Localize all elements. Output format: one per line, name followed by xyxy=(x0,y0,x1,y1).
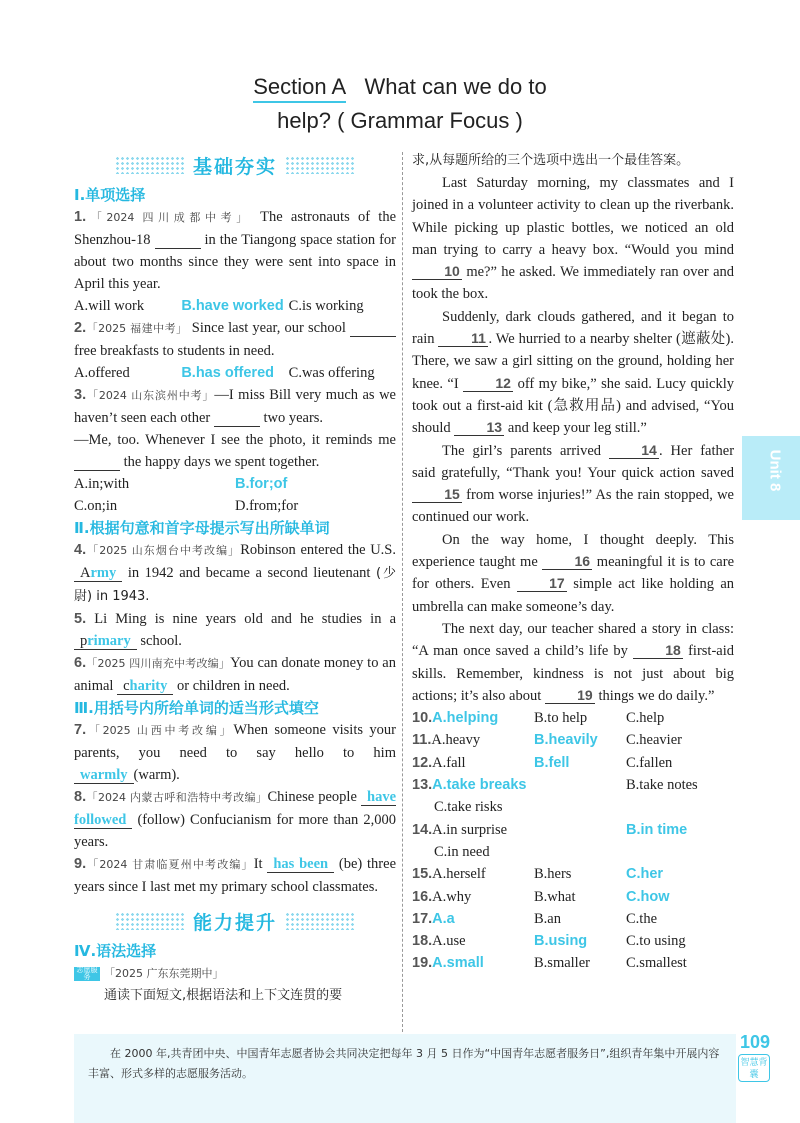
column-divider xyxy=(402,152,403,1032)
option-cell xyxy=(412,952,534,974)
question-source: 「2024 甘肃临夏州中考改编」 xyxy=(86,858,254,871)
question-8 xyxy=(74,786,396,853)
option-cell xyxy=(412,729,534,751)
answer-text: harity xyxy=(129,678,168,694)
question-text: two years. xyxy=(263,410,324,426)
option-a-correct: A.small xyxy=(432,955,484,972)
question-text: (be) three years since I last met my primary school classmates. xyxy=(74,856,396,895)
blank-17: 17 xyxy=(517,575,567,592)
first-letter: c xyxy=(123,678,130,694)
right-column xyxy=(412,150,734,975)
question-text: Since last year, our school xyxy=(191,320,346,336)
option-b-correct: B.heavily xyxy=(534,732,598,749)
question-text: school. xyxy=(140,633,182,649)
option-a-correct: A.a xyxy=(432,910,455,927)
dots-decoration xyxy=(115,912,185,930)
page-title-line2: help? ( Grammar Focus ) xyxy=(277,108,523,133)
question-number: 5. xyxy=(74,611,87,627)
question-source: 「2024 山东滨州中考」 xyxy=(86,389,215,402)
option-row xyxy=(412,707,734,729)
page-number: 109 xyxy=(740,1032,771,1052)
option-a-correct: A.helping xyxy=(432,710,499,727)
passage-text: The girl’s parents arrived xyxy=(442,442,602,459)
blank-10: 10 xyxy=(412,263,462,280)
passage-text: first-aid skills. Remember, kindness is not just about big actions; it’s also about xyxy=(412,643,734,704)
answer-text: warmly xyxy=(74,767,134,784)
wisdom-badge: 智慧背囊 xyxy=(738,1054,770,1082)
question-source: 「2024 内蒙古呼和浩特中考改编」 xyxy=(86,791,268,804)
option-a: A.will work xyxy=(74,298,145,314)
question-number: 4. xyxy=(74,542,87,558)
answer-blank xyxy=(74,454,120,471)
option-c: C.help xyxy=(626,710,665,727)
question-number: 12. xyxy=(412,754,433,771)
volunteer-logo: 志愿服务 xyxy=(74,967,100,981)
option-a: A.why xyxy=(432,888,472,905)
option-c: C.on;in xyxy=(74,498,118,514)
option-b: B.take notes xyxy=(626,777,698,794)
instruction-text: 通读下面短文,根据语法和上下文连贯的要 xyxy=(104,988,343,1003)
question-source: 「2025 山西中考改编」 xyxy=(86,724,234,737)
question-text: Li Ming is nine years old and he studies in a xyxy=(94,611,397,627)
question-text: Robinson entered the U.S. xyxy=(240,542,396,558)
option-b-correct: B.using xyxy=(534,933,588,950)
question-text: (follow) Confucianism for more than 2,000 years. xyxy=(74,812,397,850)
blank-11: 11 xyxy=(438,330,488,347)
first-letter: A xyxy=(80,565,91,581)
passage-paragraph xyxy=(412,529,734,618)
option-b: B.to help xyxy=(534,710,588,727)
passage-text: Last Saturday morning, my classmates and I joined in a volunteer activity to clean up the riverbank. While picking up plastic bottles, we noticed an old man trying to carry a heavy box. “Would you mind xyxy=(412,175,734,258)
question-number: 2. xyxy=(74,320,87,336)
option-b: B.hers xyxy=(534,866,572,883)
option-a: A.in surprise xyxy=(432,821,508,838)
section-heading: Ⅳ.语法选择 xyxy=(74,942,157,960)
option-c-correct: C.how xyxy=(626,888,670,905)
section-heading: Ⅰ.单项选择 xyxy=(74,186,146,204)
option-list xyxy=(412,707,734,975)
answer-blank xyxy=(117,678,173,695)
question-source: 「2025 广东东莞期中」 xyxy=(104,967,224,980)
option-a-correct: A.take breaks xyxy=(432,777,527,794)
answer-text: rmy xyxy=(90,565,117,581)
option-row xyxy=(412,886,734,908)
answer-blank xyxy=(74,565,122,582)
question-source: 「2025 四川南充中考改编」 xyxy=(86,657,231,670)
answer-blank xyxy=(74,633,137,650)
question-4 xyxy=(74,539,396,608)
answer-blank xyxy=(155,232,201,249)
option-c: C.is working xyxy=(288,298,364,314)
passage-text: simple act like holding an umbrella can make someone’s day. xyxy=(412,576,735,615)
options-row xyxy=(74,362,396,384)
options-row xyxy=(74,295,396,317)
page-title-line1 xyxy=(0,74,800,100)
option-c: C.fallen xyxy=(626,754,673,771)
question-number: 17. xyxy=(412,910,433,927)
option-row xyxy=(412,930,734,952)
passage-text: meaningful it is to care for others. Even xyxy=(412,554,735,593)
question-number: 14. xyxy=(412,821,433,838)
question-number: 6. xyxy=(74,655,87,671)
option-a: A.fall xyxy=(432,754,466,771)
option-b: B.smaller xyxy=(534,955,590,972)
blank-15: 15 xyxy=(412,486,462,503)
option-c: C.heavier xyxy=(626,732,682,749)
option-c: C.was offering xyxy=(288,365,375,381)
banner-advanced xyxy=(74,906,396,936)
blank-12: 12 xyxy=(463,375,513,392)
question-number: 3. xyxy=(74,387,87,403)
answer-text: rimary xyxy=(87,633,131,649)
instruction-text: 求,从每题所给的三个选项中选出一个最佳答案。 xyxy=(412,153,690,168)
question-number: 9. xyxy=(74,856,87,872)
options-row xyxy=(74,473,396,495)
blank-14: 14 xyxy=(609,442,659,459)
question-number: 15. xyxy=(412,866,433,883)
question-9 xyxy=(74,853,396,898)
passage-paragraph xyxy=(412,618,734,707)
section-heading: Ⅲ.用括号内所给单词的适当形式填空 xyxy=(74,699,319,717)
option-cell xyxy=(412,707,534,729)
option-cell xyxy=(412,752,534,774)
option-row xyxy=(412,729,734,751)
option-a: A.use xyxy=(432,933,466,950)
question-text: the happy days we spent together. xyxy=(123,454,320,470)
option-a: A.heavy xyxy=(431,732,481,749)
blank-18: 18 xyxy=(633,642,683,659)
option-c-correct: C.her xyxy=(626,866,664,883)
question-text: or children in need. xyxy=(177,678,290,694)
question-3-reply xyxy=(74,429,396,473)
option-cell xyxy=(412,930,534,952)
question-source: 「2024 四川成都中考」 xyxy=(86,211,252,224)
option-c: C.the xyxy=(626,910,658,927)
option-c: C.take risks xyxy=(434,799,503,816)
passage-text: off my bike,” she said. Lucy quickly took out a first-aid kit (急救用品) and advised, “You should xyxy=(412,375,734,437)
option-row xyxy=(412,952,734,974)
passage-text: Suddenly, dark clouds gathered, and it began to rain xyxy=(412,308,734,348)
banner-basic xyxy=(74,150,396,180)
section-label: Section A xyxy=(253,74,346,103)
option-row xyxy=(412,796,734,818)
question-number: 7. xyxy=(74,722,87,738)
option-row xyxy=(412,841,734,863)
option-b-correct: B.in time xyxy=(626,821,688,838)
option-cell xyxy=(412,774,534,796)
answer-text: have followed xyxy=(74,789,396,828)
passage-text: things we do daily.” xyxy=(598,687,715,704)
question-text: Chinese people xyxy=(267,789,357,805)
passage-text: me?” he asked. We immediately ran over and took the box. xyxy=(412,264,734,303)
left-column xyxy=(74,150,396,1007)
question-number: 8. xyxy=(74,789,87,805)
question-text: —I miss Bill very much as we haven’t seen each other xyxy=(74,387,396,426)
question-7 xyxy=(74,719,396,786)
question-number: 1. xyxy=(74,209,87,225)
option-cell xyxy=(412,908,534,930)
question-number: 18. xyxy=(412,933,433,950)
option-b: B.what xyxy=(534,888,576,905)
option-b-correct: B.fell xyxy=(534,754,570,771)
banner-title: 基础夯实 xyxy=(192,155,277,178)
question-text: The astronauts of the Shenzhou-18 xyxy=(74,209,397,248)
question-source: 「2025 山东烟台中考改编」 xyxy=(86,544,241,557)
unit-tab xyxy=(742,436,800,520)
first-letter: p xyxy=(80,633,88,649)
question-text: You can donate money to an animal xyxy=(74,655,396,694)
passage-paragraph xyxy=(412,172,734,306)
option-cell xyxy=(412,863,534,885)
option-b-correct: B.has offered xyxy=(181,365,274,381)
option-a: A.in;with xyxy=(74,476,130,492)
option-b: B.an xyxy=(534,910,561,927)
passage-text: The next day, our teacher shared a story in class: “A man once saved a child’s life by xyxy=(412,620,734,660)
blank-13: 13 xyxy=(454,419,504,436)
options-row xyxy=(74,495,396,517)
question-text: free breakfasts to students in need. xyxy=(74,343,275,359)
option-row xyxy=(412,908,734,930)
answer-blank xyxy=(214,410,260,427)
option-b-correct: B.for;of xyxy=(235,476,288,492)
option-cell xyxy=(412,819,534,841)
question-3 xyxy=(74,384,396,429)
question-source: 「2025 福建中考」 xyxy=(86,322,188,335)
section-4-source xyxy=(74,962,396,985)
blank-16: 16 xyxy=(542,553,592,570)
option-c: C.in need xyxy=(434,843,490,860)
blank-19: 19 xyxy=(545,687,595,704)
option-a: A.herself xyxy=(432,866,486,883)
question-text: When someone visits your parents, you need to say hello to him xyxy=(74,722,396,761)
question-2 xyxy=(74,317,396,362)
option-row xyxy=(412,819,734,841)
answer-blank xyxy=(350,320,396,337)
passage-paragraph xyxy=(412,440,734,529)
option-c: C.smallest xyxy=(626,955,687,972)
option-a: A.offered xyxy=(74,365,130,381)
passage-text: from worse injuries!” As the rain stopped, we continued our work. xyxy=(412,487,734,526)
option-cell xyxy=(412,886,534,908)
question-number: 16. xyxy=(412,888,433,905)
passage-text: . We hurried to a nearby shelter (遮蔽处). There, we saw a girl sitting on the ground, holding her knee. “I xyxy=(412,331,735,392)
question-text: in the Tiangong space station for about two months since they were sent into space in April this year. xyxy=(74,232,397,292)
question-text: (warm). xyxy=(133,767,180,783)
question-number: 10. xyxy=(412,710,433,727)
question-text: in 1942 and became a second lieutenant xyxy=(127,565,371,581)
passage-text: . Her father said gratefully, “Thank you! Your quick action saved xyxy=(412,442,735,481)
passage-text: and keep your leg still.” xyxy=(507,420,647,437)
option-c: C.to using xyxy=(626,933,686,950)
banner-title: 能力提升 xyxy=(192,911,277,934)
question-text: (少尉) in 1943. xyxy=(74,566,397,604)
question-number: 19. xyxy=(412,955,433,972)
unit-label: Unit 8 xyxy=(766,449,784,492)
option-d: D.from;for xyxy=(235,498,299,514)
section-heading: Ⅱ.根据句意和首字母提示写出所缺单词 xyxy=(74,519,330,537)
option-row xyxy=(412,774,734,796)
option-row xyxy=(412,863,734,885)
answer-text: has been xyxy=(267,856,334,873)
question-text: —Me, too. Whenever I see the photo, it reminds me xyxy=(74,432,396,448)
passage-paragraph xyxy=(412,306,734,440)
question-6 xyxy=(74,652,396,697)
question-1 xyxy=(74,206,396,295)
dots-decoration xyxy=(115,156,185,174)
question-5 xyxy=(74,608,396,652)
title-text: What can we do to xyxy=(364,74,547,99)
dots-decoration xyxy=(285,156,355,174)
option-row xyxy=(412,752,734,774)
question-text: It xyxy=(253,856,263,872)
passage-text: On the way home, I thought deeply. This experience taught me xyxy=(412,531,734,571)
footer-note: 在 2000 年,共青团中央、中国青年志愿者协会共同决定把每年 3 月 5 日作为“中国青年志愿者服务日”,组织青年集中开展内容丰富、形式多样的志愿服务活动。 xyxy=(74,1034,736,1123)
option-b-correct: B.have worked xyxy=(181,298,284,314)
question-number: 13. xyxy=(412,777,433,794)
question-number: 11. xyxy=(412,732,432,749)
dots-decoration xyxy=(285,912,355,930)
